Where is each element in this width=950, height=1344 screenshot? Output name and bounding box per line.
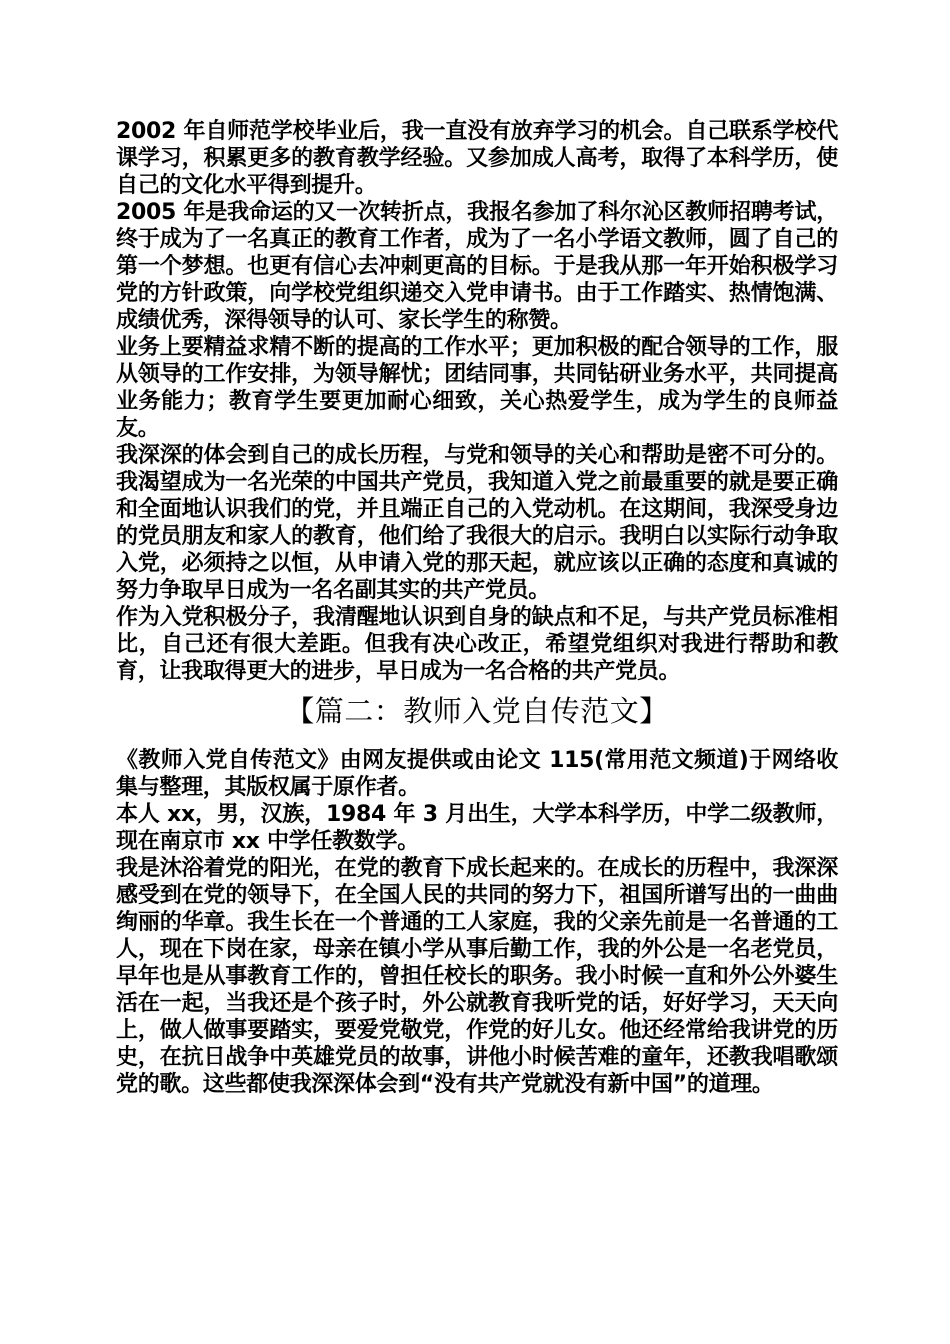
- paragraph: 我是沐浴着党的阳光，在党的教育下成长起来的。在成长的历程中，我深深感受到在党的领导下，在全国人民的共同的努力下，祖国所谱写出的一曲曲绚丽的华章。我生长在一个普通的工人家庭，我的父亲先前是一名普通的工人，现在下岗在家，母亲在镇小学从事后勤工作，我的外公是一名老党员，早年也是从事教育工作的，曾担任校长的职务。我小时候一直和外公外婆生活在一起，当我还是个孩子时，外公就教育我听党的话，好好学习，天天向上，做人做事要踏实，要爱党敬党，作党的好儿女。他还经常给我讲党的历史，在抗日战争中英雄党员的故事，讲他小时候苦难的童年，还教我唱歌颂党的歌。这些都使我深深体会到“没有共产党就没有新中国”的道理。: [116, 856, 838, 1097]
- document-body: [116, 118, 838, 1098]
- paragraph: 我深深的体会到自己的成长历程，与党和领导的关心和帮助是密不可分的。我渴望成为一名光荣的中国共产党员，我知道入党之前最重要的就是要正确和全面地认识我们的党，并且端正自己的入党动机。在这期间，我深受身边的党员朋友和家人的教育，他们给了我很大的启示。我明白以实际行动争取入党，必须持之以恒，从申请入党的那天起，就应该以正确的态度和真诚的努力争取早日成为一名名副其实的共产党员。: [116, 443, 838, 603]
- paragraph: 2002 年自师范学校毕业后，我一直没有放弃学习的机会。自己联系学校代课学习，积累更多的教育教学经验。又参加成人高考，取得了本科学历，使自己的文化水平得到提升。: [116, 119, 838, 198]
- paragraph: 《教师入党自传范文》由网友提供或由论文 115(常用范文频道)于网络收集与整理，其版权属于原作者。: [116, 748, 838, 800]
- paragraph: 本人 xx，男，汉族，1984 年 3 月出生，大学本科学历，中学二级教师，现在南京市 xx 中学任教数学。: [116, 802, 838, 854]
- paragraph: 作为入党积极分子，我清醒地认识到自身的缺点和不足，与共产党员标准相比，自己还有很大差距。但我有决心改正，希望党组织对我进行帮助和教育，让我取得更大的进步，早日成为一名合格的共产党员。: [116, 605, 838, 684]
- paragraph: 业务上要精益求精不断的提高的工作水平；更加积极的配合领导的工作，服从领导的工作安排，为领导解忧；团结同事，共同钻研业务水平，共同提高业务能力；教育学生要更加耐心细致，关心热爱学生，成为学生的良师益友。: [116, 335, 838, 441]
- section-heading: 【篇二：教师入党自传范文】: [285, 694, 669, 728]
- paragraph: 2005 年是我命运的又一次转折点，我报名参加了科尔沁区教师招聘考试，终于成为了一名真正的教育工作者，成为了一名小学语文教师，圆了自己的第一个梦想。也更有信心去冲刺更高的目标。于是我从那一年开始积极学习党的方针政策，向学校党组织递交入党申请书。由于工作踏实、热情饱满、成绩优秀，深得领导的认可、家长学生的称赞。: [116, 200, 838, 333]
